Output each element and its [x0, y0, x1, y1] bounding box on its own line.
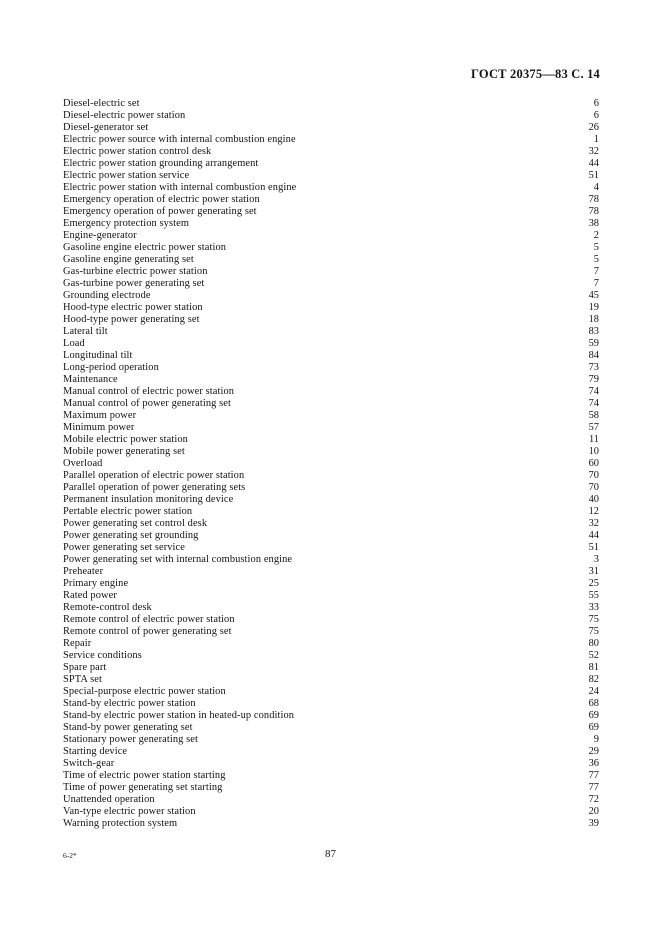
index-term-number: 2 — [593, 230, 599, 241]
index-term: Gas-turbine electric power station — [63, 266, 208, 277]
index-term-number: 7 — [593, 266, 599, 277]
index-term-number: 9 — [593, 734, 599, 745]
index-entry — [63, 254, 599, 266]
index-term: SPTA set — [63, 674, 102, 685]
index-term: Pertable electric power station — [63, 506, 193, 517]
index-term-number: 82 — [588, 674, 599, 685]
index-term-number: 81 — [588, 662, 599, 673]
index-entry — [63, 230, 599, 242]
index-entry — [63, 782, 599, 794]
index-term: Mobile power generating set — [63, 446, 185, 457]
index-entry — [63, 194, 599, 206]
index-term: Time of electric power station starting — [63, 770, 226, 781]
index-entry — [63, 158, 599, 170]
index-term: Service conditions — [63, 650, 142, 661]
index-entry — [63, 350, 599, 362]
index-entry — [63, 122, 599, 134]
index-term-number: 72 — [588, 794, 599, 805]
index-entry — [63, 518, 599, 530]
index-entry — [63, 182, 599, 194]
index-entry — [63, 326, 599, 338]
index-term-number: 36 — [588, 758, 599, 769]
index-term: Electric power station service — [63, 170, 190, 181]
index-list — [63, 98, 599, 830]
index-entry — [63, 722, 599, 734]
index-term-number: 70 — [588, 482, 599, 493]
index-term-number: 26 — [588, 122, 599, 133]
index-entry — [63, 602, 599, 614]
index-entry — [63, 554, 599, 566]
index-term: Longitudinal tilt — [63, 350, 133, 361]
index-term-number: 32 — [588, 518, 599, 529]
index-entry — [63, 542, 599, 554]
index-term: Power generating set control desk — [63, 518, 208, 529]
index-entry — [63, 338, 599, 350]
index-term: Diesel-electric set — [63, 98, 140, 109]
index-term-number: 51 — [588, 542, 599, 553]
index-term-number: 69 — [588, 722, 599, 733]
index-entry — [63, 290, 599, 302]
index-term-number: 77 — [588, 770, 599, 781]
index-term: Switch-gear — [63, 758, 115, 769]
index-term-number: 55 — [588, 590, 599, 601]
index-entry — [63, 734, 599, 746]
index-term-number: 32 — [588, 146, 599, 157]
index-term-number: 83 — [588, 326, 599, 337]
index-term: Stand-by electric power station in heated-up condition — [63, 710, 295, 721]
index-term-number: 5 — [593, 242, 599, 253]
index-term: Emergency operation of power generating set — [63, 206, 257, 217]
index-term-number: 75 — [588, 614, 599, 625]
index-term-number: 5 — [593, 254, 599, 265]
index-term: Electric power station grounding arrangement — [63, 158, 259, 169]
index-term: Power generating set with internal combustion engine — [63, 554, 293, 565]
index-entry — [63, 794, 599, 806]
index-term-number: 51 — [588, 170, 599, 181]
index-term-number: 58 — [588, 410, 599, 421]
index-entry — [63, 650, 599, 662]
index-term-number: 57 — [588, 422, 599, 433]
index-entry — [63, 638, 599, 650]
index-term: Electric power station with internal combustion engine — [63, 182, 297, 193]
index-term-number: 29 — [588, 746, 599, 757]
index-term-number: 70 — [588, 470, 599, 481]
index-term: Minimum power — [63, 422, 135, 433]
index-term-number: 38 — [588, 218, 599, 229]
index-term: Gas-turbine power generating set — [63, 278, 205, 289]
index-entry — [63, 758, 599, 770]
index-term-number: 24 — [588, 686, 599, 697]
index-term: Parallel operation of power generating sets — [63, 482, 246, 493]
index-term-number: 79 — [588, 374, 599, 385]
index-term-number: 10 — [588, 446, 599, 457]
index-term: Load — [63, 338, 85, 349]
index-term: Electric power source with internal combustion engine — [63, 134, 296, 145]
index-entry — [63, 626, 599, 638]
index-term-number: 74 — [588, 386, 599, 397]
index-term-number: 18 — [588, 314, 599, 325]
index-term: Engine-generator — [63, 230, 137, 241]
index-term-number: 6 — [593, 110, 599, 121]
index-term-number: 73 — [588, 362, 599, 373]
index-term-number: 68 — [588, 698, 599, 709]
index-term: Maintenance — [63, 374, 118, 385]
index-entry — [63, 818, 599, 830]
index-entry — [63, 434, 599, 446]
index-term-number: 78 — [588, 206, 599, 217]
index-term-number: 77 — [588, 782, 599, 793]
index-term-number: 39 — [588, 818, 599, 829]
index-term-number: 44 — [588, 530, 599, 541]
index-term: Overload — [63, 458, 103, 469]
index-entry — [63, 674, 599, 686]
index-entry — [63, 446, 599, 458]
index-term: Stationary power generating set — [63, 734, 198, 745]
index-entry — [63, 770, 599, 782]
index-term: Preheater — [63, 566, 104, 577]
index-entry — [63, 578, 599, 590]
index-entry — [63, 494, 599, 506]
index-term-number: 52 — [588, 650, 599, 661]
index-term: Starting device — [63, 746, 128, 757]
index-entry — [63, 590, 599, 602]
index-term: Power generating set grounding — [63, 530, 199, 541]
index-term-number: 25 — [588, 578, 599, 589]
index-entry — [63, 410, 599, 422]
index-entry — [63, 218, 599, 230]
index-term: Stand-by power generating set — [63, 722, 193, 733]
index-term: Lateral tilt — [63, 326, 108, 337]
index-term: Grounding electrode — [63, 290, 151, 301]
index-term-number: 4 — [593, 182, 599, 193]
index-term-number: 75 — [588, 626, 599, 637]
index-entry — [63, 746, 599, 758]
index-term: Manual control of electric power station — [63, 386, 235, 397]
index-term-number: 69 — [588, 710, 599, 721]
index-term: Special-purpose electric power station — [63, 686, 226, 697]
index-entry — [63, 374, 599, 386]
index-term-number: 59 — [588, 338, 599, 349]
index-term: Parallel operation of electric power station — [63, 470, 245, 481]
index-entry — [63, 506, 599, 518]
index-term: Power generating set service — [63, 542, 185, 553]
index-entry — [63, 482, 599, 494]
index-term: Emergency protection system — [63, 218, 190, 229]
index-entry — [63, 134, 599, 146]
index-entry — [63, 110, 599, 122]
index-term-number: 11 — [588, 434, 599, 445]
index-term: Stand-by electric power station — [63, 698, 196, 709]
index-entry — [63, 686, 599, 698]
index-entry — [63, 530, 599, 542]
index-term-number: 84 — [588, 350, 599, 361]
index-term: Spare part — [63, 662, 107, 673]
index-term: Rated power — [63, 590, 117, 601]
index-term: Maximum power — [63, 410, 137, 421]
index-term: Remote control of electric power station — [63, 614, 235, 625]
index-entry — [63, 422, 599, 434]
index-term-number: 60 — [588, 458, 599, 469]
index-term-number: 78 — [588, 194, 599, 205]
index-term-number: 7 — [593, 278, 599, 289]
index-entry — [63, 398, 599, 410]
footer-print-code: 6-2* — [63, 851, 77, 860]
index-term-number: 74 — [588, 398, 599, 409]
index-term-number: 6 — [593, 98, 599, 109]
index-entry — [63, 266, 599, 278]
index-term: Gasoline engine electric power station — [63, 242, 227, 253]
index-term: Manual control of power generating set — [63, 398, 231, 409]
index-term: Time of power generating set starting — [63, 782, 223, 793]
index-term-number: 44 — [588, 158, 599, 169]
index-term: Hood-type power generating set — [63, 314, 200, 325]
index-term: Repair — [63, 638, 92, 649]
index-term: Hood-type electric power station — [63, 302, 203, 313]
index-term-number: 33 — [588, 602, 599, 613]
index-entry — [63, 302, 599, 314]
index-term: Primary engine — [63, 578, 129, 589]
index-entry — [63, 278, 599, 290]
page-header-title: ГОСТ 20375—83 С. 14 — [471, 67, 600, 81]
index-term-number: 12 — [588, 506, 599, 517]
index-term: Mobile electric power station — [63, 434, 188, 445]
page-number: 87 — [325, 848, 336, 860]
index-term: Remote-control desk — [63, 602, 152, 613]
index-term: Gasoline engine generating set — [63, 254, 194, 265]
index-entry — [63, 566, 599, 578]
index-entry — [63, 614, 599, 626]
index-term: Diesel-generator set — [63, 122, 149, 133]
index-term: Diesel-electric power station — [63, 110, 186, 121]
index-term-number: 40 — [588, 494, 599, 505]
index-entry — [63, 242, 599, 254]
index-entry — [63, 314, 599, 326]
index-entry — [63, 98, 599, 110]
index-term: Emergency operation of electric power station — [63, 194, 260, 205]
index-entry — [63, 170, 599, 182]
index-term: Permanent insulation monitoring device — [63, 494, 234, 505]
index-term: Van-type electric power station — [63, 806, 196, 817]
index-entry — [63, 146, 599, 158]
index-term-number: 1 — [593, 134, 599, 145]
index-term-number: 3 — [593, 554, 599, 565]
index-entry — [63, 458, 599, 470]
index-term-number: 20 — [588, 806, 599, 817]
index-term-number: 45 — [588, 290, 599, 301]
index-term: Unattended operation — [63, 794, 155, 805]
index-entry — [63, 386, 599, 398]
index-term: Remote control of power generating set — [63, 626, 232, 637]
index-entry — [63, 206, 599, 218]
index-term: Warning protection system — [63, 818, 178, 829]
index-entry — [63, 470, 599, 482]
index-entry — [63, 698, 599, 710]
index-term-number: 80 — [588, 638, 599, 649]
index-entry — [63, 362, 599, 374]
index-entry — [63, 806, 599, 818]
index-entry — [63, 710, 599, 722]
index-entry — [63, 662, 599, 674]
index-term: Long-period operation — [63, 362, 159, 373]
index-term-number: 19 — [588, 302, 599, 313]
index-term: Electric power station control desk — [63, 146, 212, 157]
index-term-number: 31 — [588, 566, 599, 577]
